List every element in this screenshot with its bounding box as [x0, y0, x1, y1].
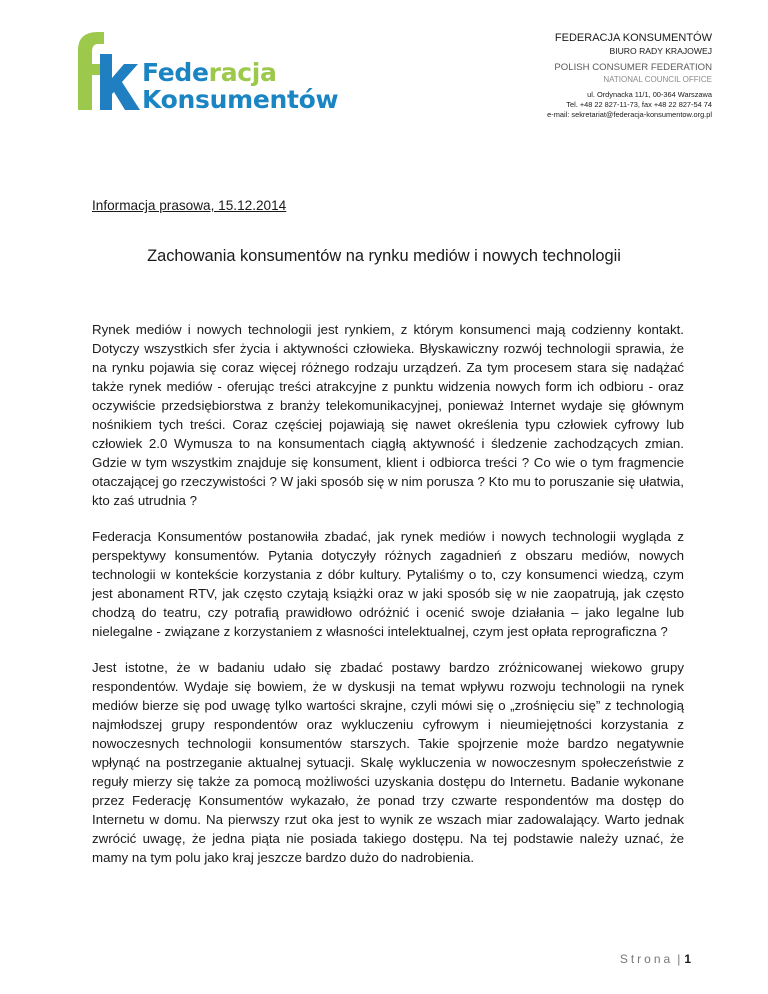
logo-word-federacja-part2: racja [208, 58, 277, 87]
document-title: Zachowania konsumentów na rynku mediów i nowych technologii [147, 247, 621, 265]
org-subtitle: BIURO RADY KRAJOWEJ [609, 46, 712, 56]
document-body [92, 320, 684, 884]
org-address: ul. Ordynacka 11/1, 00-364 Warszawa [587, 90, 712, 99]
logo-word-konsumentow: Konsumentów [142, 85, 339, 114]
logo-word-federacja-part1: Fede [142, 58, 209, 87]
press-release-date: Informacja prasowa, 15.12.2014 [92, 198, 287, 213]
paragraph-1: Rynek mediów i nowych technologii jest rynkiem, z którym konsumenci mają codzienny kontakt. Dotyczy wszystkich sfer życia i aktywności człowieka. Błyskawiczny rozwój technologii sprawia, że na rynku pojawia się coraz więcej różnego rodzaju urządzeń. Za tym procesem stara się nadążać także rynek mediów - oferując treści atrakcyjne z punktu widzenia nowych form ich odbioru - oraz oczywiście przedsiębiorstwa z branży telekomunikacyjnej, ponieważ Internet wydaje się głównym nośnikiem tych treści. Coraz częściej pojawiają się nawet określenia typu człowiek cyfrowy lub człowiek 2.0 Wymusza to na konsumentach ciągłą aktywność i śledzenie zachodzących zmian. Gdzie w tym wszystkim znajduje się konsument, klient i odbiorca treści ? Co wie o tym fragmencie otaczającej go rzeczywistości ? W jaki sposób się w nim porusza ? Kto mu to poruszanie się ułatwia, kto zaś utrudnia ? [92, 322, 684, 508]
federacja-konsumentow-logo [52, 30, 339, 120]
org-name: FEDERACJA KONSUMENTÓW [554, 32, 712, 44]
org-name-english: POLISH CONSUMER FEDERATION [554, 62, 712, 73]
organization-info [547, 31, 712, 120]
page-number: 1 [684, 952, 691, 966]
page-separator: | [677, 952, 681, 966]
org-phone: Tel. +48 22 827-11-73, fax +48 22 827-54 74 [566, 100, 712, 109]
org-subtitle-english: NATIONAL COUNCIL OFFICE [603, 75, 712, 84]
page-footer [620, 952, 691, 966]
paragraph-2: Federacja Konsumentów postanowiła zbadać, jak rynek mediów i nowych technologii wygląda z perspektywy konsumentów. Pytania dotyczyły różnych zagadnień z obszaru mediów, nowych technologii w kontekście korzystania z dóbr kultury. Pytaliśmy o to, czy konsumenci wiedzą, czym jest abonament RTV, jak często czytają książki oraz w jaki sposób się w nie zaopatrują, jak często chodzą do teatru, czy potrafią prawidłowo odróżnić i ocenić swoje działania – jako legalne lub nielegalne - związane z korzystaniem z własności intelektualnej, czym jest opłata reprograficzna ? [92, 529, 684, 639]
paragraph-3: Jest istotne, że w badaniu udało się zbadać postawy bardzo zróżnicowanej wiekowo grupy respondentów. Wydaje się bowiem, że w dyskusji na temat wpływu rozwoju technologii na rynek mediów bierze się pod uwagę tylko wartości skrajne, czyli mówi się o „zrośnięciu się” z technologią najmłodszej grupy respondentów oraz wykluczeniu cyfrowym i nieumiejętności korzystania z nowoczesnych technologii konsumentów starszych. Takie spojrzenie może bardzo negatywnie wpłynąć na postrzeganie aktualnej sytuacji. Skalę wykluczenia w nowoczesnym społeczeństwie z reguły mierzy się także za pomocą możliwości uzyskania dostępu do Internetu. Badanie wykonane przez Federację Konsumentów wykazało, że ponad trzy czwarte respondentów ma dostęp do Internetu w domu. Na pierwszy rzut oka jest to wynik ze wszach miar zadowalający. Warto jednak zwrócić uwagę, że jedna piąta nie posiada takiego dostępu. Na tej podstawie należy uznać, że mamy na tym polu jako kraj jeszcze bardzo dużo do nadrobienia. [92, 660, 684, 865]
org-email: e-mail: sekretariat@federacja-konsumentow.org.pl [547, 110, 712, 119]
logo-word-federacja [142, 59, 277, 86]
page-label: Strona [619, 952, 674, 966]
fk-logo-mark [52, 30, 142, 120]
